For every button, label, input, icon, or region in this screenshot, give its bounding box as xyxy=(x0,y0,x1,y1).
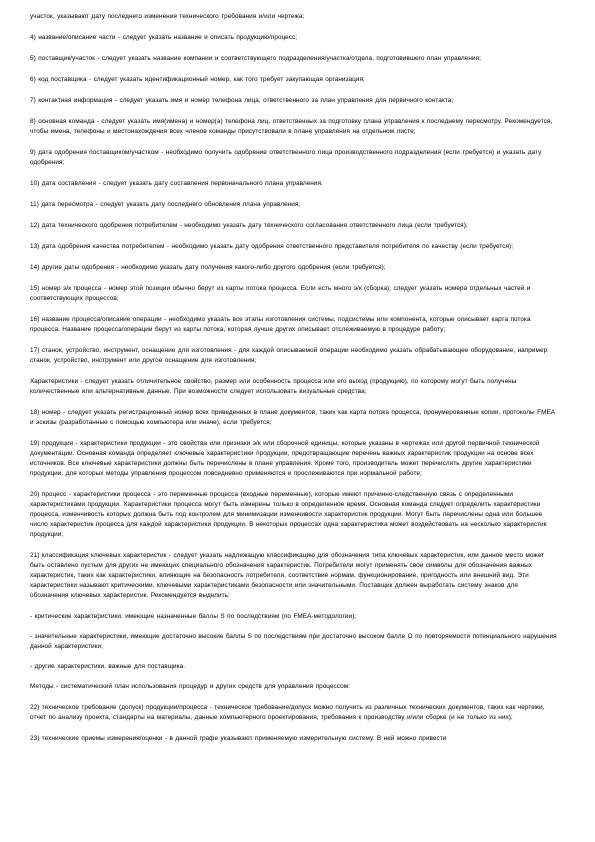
paragraph-16: Характеристики - следует указать отличительное свойство, размер или особенность процесса или его выход (продукцию), по которому могут быть получены количественные или альтернативные данные. При возможности следует использовать визуальные средства; xyxy=(30,378,517,395)
paragraph-1: участок, указывают дату последнего изменения технического требования и/или чертежа; xyxy=(30,13,305,20)
paragraph-11: 13) дата одобрения качества потребителем - необходимо указать дату одобрения ответственного представителя потребителя по качеству (если требуется); xyxy=(30,243,514,250)
paragraph-4: 6) код поставщика - следует указать идентификационный номер, как того требует закупающая организация; xyxy=(30,76,365,83)
paragraph-23: - другие характеристики, важные для поставщика. xyxy=(30,663,186,670)
paragraph-17: 18) номер - следует указать регистрационный номер всех приведенных в плане документов, таких как карта потока процесса, пронумерованные копии, протоколы FMEA и эскизы (разработанные с помощью компьютера или иначе), если требуется; xyxy=(30,409,555,426)
paragraph-25: 22) техническое требование (допуск) продукции/процесса - техническое требование/допуск можно получить из различных технических документов, таких как чертежи, отчет по анализу проекта, стандарты на материалы, данные компьютерного проектирования, требования к производству и/или сборке (и не только из них); xyxy=(30,704,545,721)
paragraph-9: 11) дата пересмотра - следует указать дату последнего обновления плана управления; xyxy=(30,201,301,208)
paragraph-6: 8) основная команда - следует указать имя(имена) и номер(а) телефона лиц, ответственных за подготовку плана управления к последнему пересмотру. Рекомендуется, чтобы имена, телефоны и местонахождения всех членов команды присутствовали в плане управления на отдельном листе; xyxy=(30,118,553,135)
paragraph-10: 12) дата технического одобрения потребителем - необходимо указать дату технического согласования ответственного лица (если требуется); xyxy=(30,222,468,229)
paragraph-2: 4) название/описание части - следует указать название и описать продукцию/процесс; xyxy=(30,34,298,41)
paragraph-13: 15) номер э/к процесса - номер этой позиции обычно берут из карты потока процесса. Если есть много э/к (сборка), следует указать номера отдельных частей и соответствующих процессов; xyxy=(30,285,531,302)
paragraph-18: 19) продукция - характеристики продукции - это свойства или признаки э/к или сборочной единицы, которые указаны в чертежах или другой первичной технической документации. Основная команда определяет ключевые характеристики продукции, предотвращающие перечень важных характеристик продукции на основе всех источников. Все ключевые характеристики должны быть перечислены в плане управления. Кроме того, производитель может перечислить другие характеристики продукции, для которых методы управления процессом повседневно применяются и прослеживаются при нормальной работе; xyxy=(30,440,540,477)
paragraph-21: - критические характеристики, имеющие назначенные баллы S по последствиям (по FMEA-методологии); xyxy=(30,613,357,620)
paragraph-7: 9) дата одобрения поставщиком/участком - необходимо получить одобрение ответственного лица производственного подразделения (если требуется) и указать дату одобрения; xyxy=(30,149,542,166)
paragraph-12: 14) другие даты одобрения - необходимо указать дату получения какого-либо другого одобрения (если требуется); xyxy=(30,264,386,271)
paragraph-3: 5) поставщик/участок - следует указать название компании и соответствующего подразделения/участка/отдела, подготовившего план управления; xyxy=(30,55,481,62)
paragraph-20: 21) классификация ключевых характеристик - следует указать надлежащую классификацию для обозначения типа ключевых характеристик, или данное место может быть оставлено пустым для других не имеющих специального обозначения характеристик. Потребители могут применять свои символы для обозначения важных характеристик, таких как характеристики, влияющие на безопасность потребителя, соответствие нормам, функционирование, пригодность или внешний вид. Эти характеристики называют критическими, ключевыми характеристиками безопасности или значительными. Поставщик должен выработать систему знаков для обозначения ключевых характеристик. Рекомендуется выделить: xyxy=(30,552,545,599)
paragraph-15: 17) станок, устройство, инструмент, оснащение для изготовления - для каждой описываемой операции необходимо указать обрабатывающее оборудование, например станок, устройство, инструмент или другое оснащение для изготовления; xyxy=(30,347,548,364)
paragraph-14: 16) название процесса/описание операции - необходимо указать все этапы изготовления системы, подсистемы или компонента, которые описывает карта потока процесса. Название процесса/операции берут из карты потока, которая лучше других описывает отслеживаемую в процедуре работу; xyxy=(30,316,531,333)
paragraph-8: 10) дата составления - следует указать дату составления первоначального плана управления; xyxy=(30,180,323,187)
paragraph-26: 23) технические приемы измерения/оценки - в данной графе указывают применяемую измерительную систему. В ней можно привести xyxy=(30,735,447,742)
paragraph-22: - значительные характеристики, имеющие достаточно высокие баллы S по последствиям при достаточно высоком балле O по повторяемости потенциального нарушения данной характеристики; xyxy=(30,633,557,650)
paragraph-24: Методы - систематический план использования процедур и других средств для управления процессом: xyxy=(30,683,350,690)
paragraph-19: 20) процесс - характеристики процесса - это переменные процесса (входные переменные), которые имеют причинно-следственную связь с определенными характеристиками продукции. Характеристики процесса могут быть измерены только в определенное время. Основная команда следует определить характеристики процесса, изменчивость которых должна быть под контролем для минимизации изменчивости характеристик продукции. Могут быть перечислены одна или большее число характеристик процесса для каждой характеристики продукции. В некоторых процессах одна характеристика может воздействовать на несколько характеристик продукции; xyxy=(30,491,547,538)
paragraph-5: 7) контактная информация - следует указать имя и номер телефона лица, ответственного за план управления для первичного контакта; xyxy=(30,97,454,104)
